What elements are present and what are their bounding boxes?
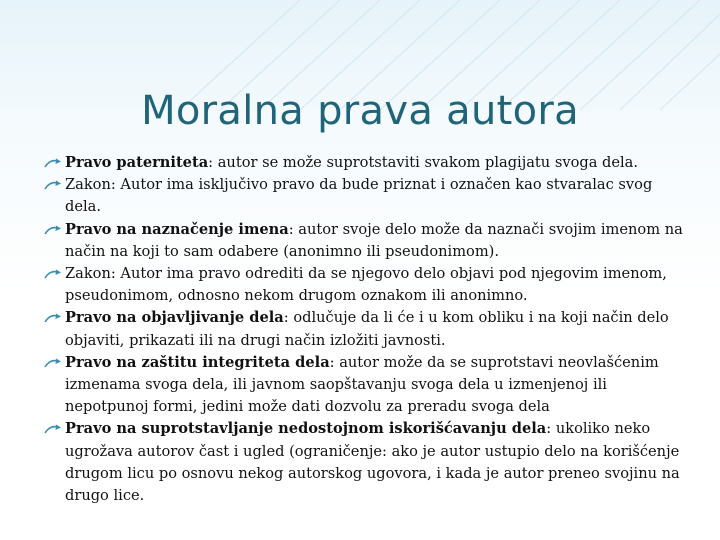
- bullet-item: [44, 219, 684, 263]
- curved-arrow-bullet-icon: [44, 269, 62, 280]
- curved-arrow-bullet-icon: [44, 313, 62, 324]
- curved-arrow-bullet-icon: [44, 358, 62, 369]
- bullet-bold-text: Pravo na suprotstavljanje nedostojnom iskorišćavanju dela: [65, 420, 547, 438]
- bullet-text: Zakon: Autor ima pravo odrediti da se njegovo delo objavi pod njegovim imenom, pseudonimom, odnosno nekom drugom oznakom ili anonimno.: [65, 265, 667, 305]
- bullet-text: : ukoliko neko ugrožava autorov čast i ugled (ograničenje: ako je autor ustupio delo na korišćenje drugom licu po osnovu nekog autorskog ugovora, i kada je autor preneo svojinu na drugo lice.: [65, 420, 680, 505]
- bullet-bold-text: Pravo na zaštitu integriteta dela: [65, 353, 330, 371]
- bullet-text: : autor svoje delo može da naznači svojim imenom na način na koji to sam odabere (anonimno ili pseudonimom).: [65, 220, 683, 260]
- curved-arrow-bullet-icon: [44, 225, 62, 236]
- bullet-bold-text: Pravo na objavljivanje dela: [65, 309, 284, 327]
- bullet-text: Zakon: Autor ima isključivo pravo da bude priznat i označen kao stvaralac svog dela.: [65, 176, 653, 216]
- bullet-text: : autor može da se suprotstavi neovlašćenim izmenama svoga dela, ili javnom saopštavanju svoga dela u izmenjenoj ili nepotpunoj formi, jedini može dati dozvolu za preradu svoga dela: [65, 353, 659, 416]
- bullet-list: [44, 152, 684, 507]
- curved-arrow-bullet-icon: [44, 180, 62, 191]
- bullet-item: [44, 152, 684, 174]
- slide-title: Moralna prava autora: [141, 88, 579, 134]
- bullet-bold-text: Pravo na naznačenje imena: [65, 220, 289, 238]
- curved-arrow-bullet-icon: [44, 424, 62, 435]
- bullet-text: : autor se može suprotstaviti svakom plagijatu svoga dela.: [208, 154, 639, 171]
- bullet-bold-text: Pravo paterniteta: [65, 154, 209, 171]
- bullet-item: [44, 174, 684, 218]
- bullet-item: [44, 307, 684, 351]
- bullet-text: : odlučuje da li će i u kom obliku i na koji način delo objaviti, prikazati ili na drugi način izložiti javnosti.: [65, 309, 669, 349]
- bullet-item: [44, 418, 684, 507]
- bullet-item: [44, 352, 684, 419]
- curved-arrow-bullet-icon: [44, 158, 62, 169]
- bullet-item: [44, 263, 684, 307]
